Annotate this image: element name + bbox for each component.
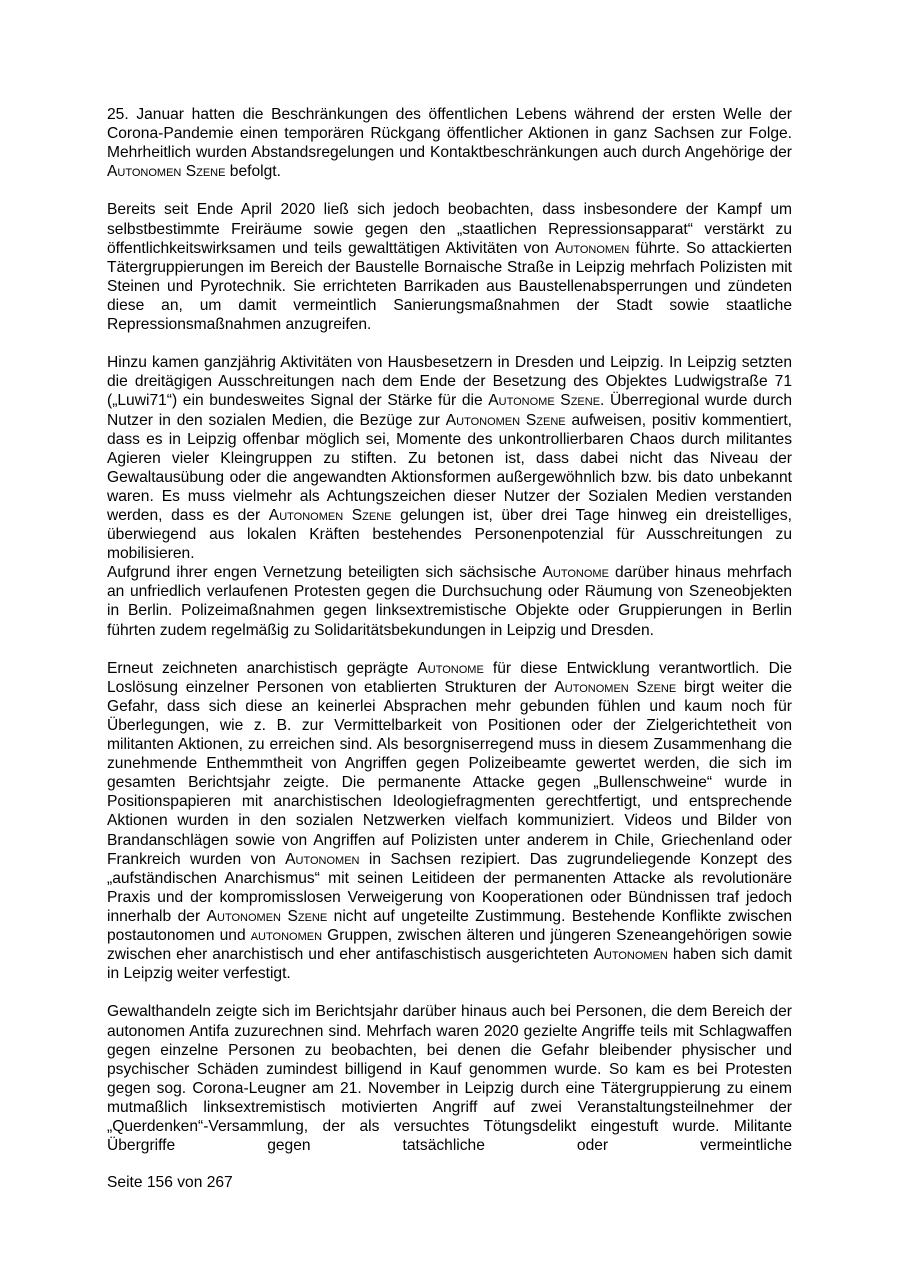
body-text: [107, 105, 792, 1155]
text-segment: führte. So attackierten Tätergruppierungen im Bereich der Baustelle Bornaische Straße in Leipzig mehrfach Polizisten mit Steinen und Pyrotechnik. Sie errichteten Barrikaden aus Baustellenabsperrungen und zündeten diese an, um damit vermeintlich Sanierungsmaßnahmen der Stadt sowie staatliche Repressionsmaßnahmen anzugreifen.: [107, 239, 792, 334]
text-segment: Hinzu kamen ganzjährig Aktivitäten von Hausbesetzern in Dresden und Leipzig. In Leipzig setzten die dreitägigen Ausschreitungen nach dem Ende der Besetzung des Objektes Ludwigstraße 71 („Luwi71“) ein bundesweites Signal der Stärke für die: [107, 354, 792, 410]
text-segment: befolgt.: [225, 163, 281, 181]
text-segment: birgt weiter die Gefahr, dass sich diese an keinerlei Absprachen mehr gebunden fühlen und kaum noch für Überlegungen, wie z. B. zur Vermittelbarkeit von Positionen oder der Zielgerichtetheit von militanten Aktionen, zu erreichen sind. Als besorgniserregend muss in diesem Zusammenhang die zunehmende Enthemmtheit von Angriffen gegen Polizeibeamte gewertet werden, die sich im gesamten Berichtsjahr zeigte. Die permanente Attacke gegen „Bullenschweine“ wurde in Positionspapieren mit anarchistischen Ideologiefragmenten gerechtfertigt, und entsprechende Aktionen wurden in den sozialen Netzwerken vielfach kommuniziert. Videos und Bilder von Brandanschlägen sowie von Angriffen auf Polizisten unter anderem in Chile, Griechenland oder Frankreich wurden von: [107, 678, 792, 868]
small-caps-term: Autonome Szene: [488, 392, 601, 410]
text-segment: Gruppen, zwischen älteren und jüngeren Szeneangehörigen sowie zwischen eher anarchistisch und eher antifaschistisch ausgerichteten: [107, 927, 793, 964]
text-segment: aufweisen, positiv kommentiert, dass es in Leipzig offenbar möglich sei, Momente des unkontrollierbaren Chaos durch militantes Agieren vieler Kleingruppen zu stiften. Zu betonen ist, dass dabei nicht das Niveau der Gewaltausübung oder die angewandten Aktionsformen außergewöhnlich bzw. bis dato unbekannt waren. Es muss vielmehr als Achtungszeichen dieser Nutzer der Sozialen Medien verstanden werden, dass es der: [107, 411, 792, 524]
text-segment: Erneut zeichneten anarchistisch geprägte: [107, 659, 418, 677]
text-segment: Bereits seit Ende April 2020 ließ sich jedoch beobachten, dass insbesondere der Kampf um selbstbestimmte Freiräume sowie gegen den „staatlichen Repressionsapparat“ verstärkt zu öffentlichkeitswirksamen und teils gewalttätigen Aktivitäten von: [107, 201, 792, 257]
small-caps-term: Autonomen: [593, 946, 668, 964]
paragraph: [107, 105, 792, 181]
paragraph: [107, 353, 792, 563]
text-segment: . Überregional wurde durch Nutzer in den sozialen Medien, die Bezüge zur: [107, 392, 792, 429]
small-caps-term: Autonome: [417, 659, 484, 677]
text-segment: in Sachsen rezipiert. Das zugrundeliegende Konzept des „aufständischen Anarchismus“ mit seinen Leitideen der permanenten Attacke als revolutionäre Praxis und der kompromisslosen Verweigerung von Kooperationen oder Bündnissen traf jedoch innerhalb der: [107, 850, 792, 925]
text-segment: nicht auf ungeteilte Zustimmung. Bestehende Konflikte zwischen postautonomen und: [107, 907, 792, 945]
small-caps-term: Autonomen: [285, 850, 360, 868]
paragraph: [107, 1002, 792, 1155]
small-caps-term: Autonomen Szene: [206, 907, 328, 925]
text-segment: darüber hinaus mehrfach an unfriedlich verlaufenen Protesten gegen die Durchsuchung oder Räumung von Szeneobjekten in Berlin. Polizeimaßnahmen gegen linksextremistische Objekte oder Gruppierungen in Berlin führten zudem regelmäßig zu Solidaritätsbekundungen in Leipzig und Dresden.: [107, 564, 792, 639]
text-segment: gelungen ist, über drei Tage hinweg ein dreistelliges, überwiegend aus lokalen Kräften bestehendes Personenpotenzial für Ausschreitungen zu mobilisieren.: [107, 506, 792, 563]
text-segment: Gewalthandeln zeigte sich im Berichtsjahr darüber hinaus auch bei Personen, die dem Bereich der autonomen Antifa zuzurechnen sind. Mehrfach waren 2020 gezielte Angriffe teils mit Schlagwaffen gegen einzelne Personen zu beobachten, bei denen die Gefahr bleibender physischer und psychischer Schäden zumindest billigend in Kauf genommen wurde. So kam es bei Protesten gegen sog. Corona-Leugner am 21. November in Leipzig durch eine Tätergruppierung zu einem mutmaßlich linksextremistisch motivierten Angriff auf zwei Veranstaltungsteilnehmer der „Querdenken“-Versammlung, der als versuchtes Tötungsdelikt eingestuft wurde. Militante Übergriffe gegen tatsächliche oder vermeintliche: [107, 1003, 792, 1155]
text-segment: 25. Januar hatten die Beschränkungen des öffentlichen Lebens während der ersten Welle der Corona-Pandemie einen temporären Rückgang öffentlicher Aktionen in ganz Sachsen zur Folge. Mehrheitlich wurden Abstandsregelungen und Kontaktbeschränkungen auch durch Angehörige der: [107, 106, 792, 162]
small-caps-term: Autonomen Szene: [107, 163, 226, 181]
page-number: Seite 156 von 267: [107, 1174, 233, 1191]
small-caps-term: autonomen: [250, 927, 323, 945]
paragraph: [107, 563, 792, 639]
small-caps-term: Autonomen Szene: [268, 506, 392, 524]
paragraph: [107, 200, 792, 334]
paragraph: [107, 659, 792, 984]
small-caps-term: Autonomen Szene: [445, 411, 566, 429]
small-caps-term: Autonome: [542, 564, 609, 582]
small-caps-term: Autonomen: [555, 239, 630, 257]
small-caps-term: Autonomen Szene: [554, 678, 677, 696]
text-segment: haben sich damit in Leipzig weiter verfestigt.: [107, 946, 793, 983]
text-segment: für diese Entwicklung verantwortlich. Die Loslösung einzelner Personen von etablierten Strukturen der: [107, 659, 792, 696]
text-segment: Aufgrund ihrer engen Vernetzung beteiligten sich sächsische: [107, 564, 543, 582]
